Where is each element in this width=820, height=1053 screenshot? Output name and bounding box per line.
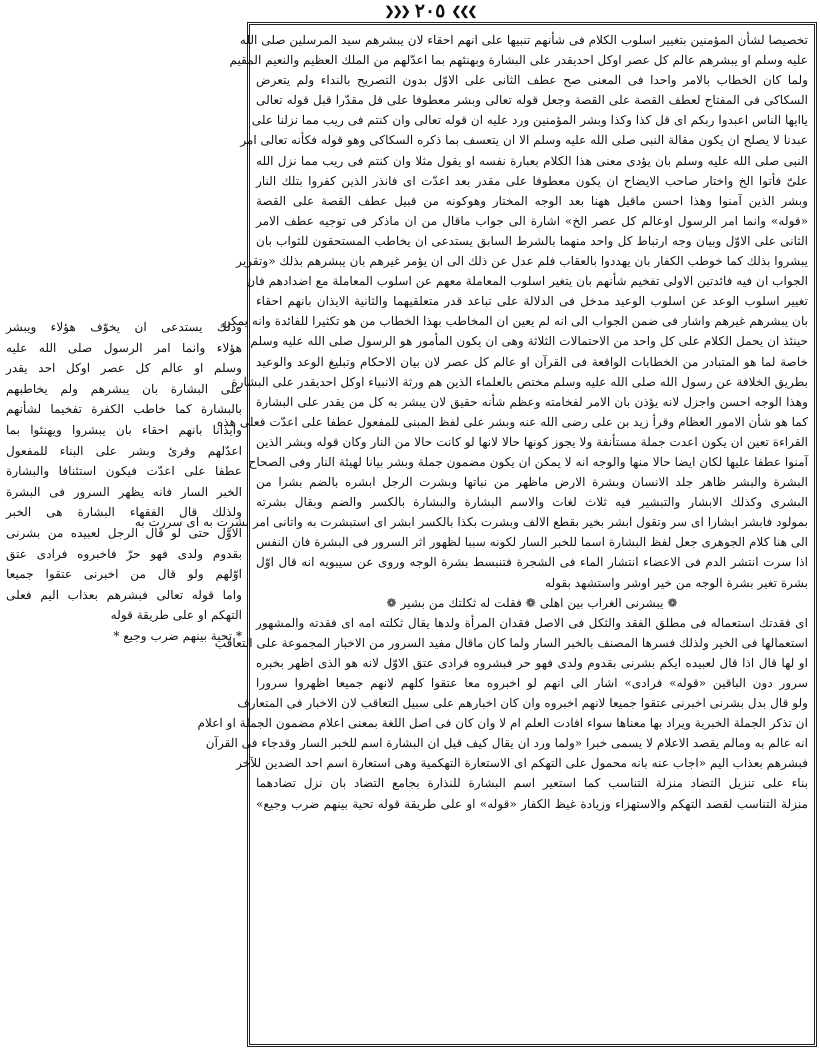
commentary-line: ولما كان الخطاب بالامر واحدا فى المعنى صح عطف الثانى على الاوّل بدون التصريح بالنداء ولم يتعرض bbox=[256, 73, 808, 88]
commentary-line: بناء على تنزيل التضاد منزلة التناسب كما استعير اسم البشارة للنذارة بجامع التضاد بان نزل تضادهما bbox=[256, 776, 808, 791]
margin-text-line: الاوّل حتى لو قال الرجل لعبيده من بشرنى bbox=[6, 525, 242, 540]
commentary-line: استعمالها فى الخير ولذلك فسرها المصنف بالخبر السار ولما كان ماقال مفيد السرور من الاخبار المجموعة على التعاقب bbox=[214, 635, 808, 650]
commentary-line: «قوله» وانما امر الرسول اوعالم كل عصر الخ» اشارة الى جواب ماقال من ان ماذكر فى توجيه عطف الامر bbox=[256, 213, 808, 228]
margin-text-line: وذلك يستدعى ان يخوّف هؤلاء ويبشر bbox=[6, 320, 242, 334]
commentary-line: تغيير اسلوب الوعد عن اسلوب الوعيد مدخل فى الدلالة على تباعد قدر متعلقيهما والثانية الايذان بانهم احقاء bbox=[256, 294, 808, 309]
commentary-line: بشرة تغير بشرة الوجه من خير اوشر واستشهد بقوله bbox=[545, 575, 808, 590]
commentary-line: عليه وسلم او يبشرهم عالم كل عصر اوكل احديقدر على البشارة وبهنئهم بما اعدّلهم من الملك العظيم والنعيم المقيم bbox=[229, 53, 808, 68]
margin-text-line: بالبشارة كما خاطب الكفرة تفخيما لشأنهم bbox=[6, 402, 242, 417]
commentary-line: كما هو شأن الامور العظام وقرأ زيد بن على رضى الله عنه وبشر على لفظ المبنى للمفعول عطفا على اعدّت فعلى هذه bbox=[216, 414, 808, 429]
margin-text-line: اعدّلهم وقرئ وبشر على البناء للمفعول bbox=[6, 443, 242, 458]
commentary-line: عبدنا لا يصلح ان يكون مقالة النبى صلى الله عليه وسلم الا ان يتعسف بما ذكره السكاكى وهو قوله فكأنه تعالى امر bbox=[240, 133, 808, 148]
ornament-right-icon: ❯❯❯ bbox=[451, 4, 476, 18]
commentary-line: خاصة لما هو المتبادر من الخطابات الواقعة فى القرآن او عالم كل عصر لان بيان الاحكام وتبليغ الوعد والوعيد bbox=[256, 354, 808, 369]
commentary-line: منزلة التناسب لقصد التهكم والاستهزاء وزيادة غيظ الكفار «قوله» او على طريقة قوله تحية بينهم ضرب وجيع» bbox=[256, 796, 808, 811]
commentary-line: البشرة والبشر ظاهر جلد الانسان وبشرة الارض ماظهر من نباتها وبشرت الرجل ابشره بالضم بشرا من bbox=[256, 475, 808, 490]
margin-text-column bbox=[6, 317, 242, 647]
commentary-line: ياايها الناس اعبدوا ربكم اى قل كذا وكذا وبشر المؤمنين ورد عليه ان قوله تعالى وان كنتم فى ريب مما نزلنا على bbox=[251, 113, 808, 128]
margin-text-line: التهكم او على طريقة قوله bbox=[110, 608, 242, 623]
commentary-line: بمولود فابشر ابشارا اى سر وتقول ابشر بخير بقطع الالف وبشرت بكذا بالكسر ابشر اى استبشرت به واتانى امر بشرت به اى سررت به bbox=[134, 515, 808, 530]
margin-text-line: عطفا على اعدّت فيكون استئنافا والبشارة bbox=[6, 464, 242, 479]
commentary-line: انه عالم به ومالم يقصد الاعلام لا يسمى خبرا «ولما ورد ان يقال كيف قيل ان البشارة اسم للخبر السار وقدجاء فى القرآن bbox=[205, 736, 808, 751]
commentary-line: الجواب ان فيه فائدتين الاولى تفخيم شأنهم بان يتغير اسلوب المعاملة معهم عن اسلوب المعاملة مع اضدادهم فان bbox=[246, 274, 808, 289]
commentary-line: بطريق الخلافة عن رسول الله صلى الله عليه وسلم مختص بالعلماء الذين هم ورثة الانبياء اوكل احديقدر على البشارة bbox=[231, 374, 808, 389]
commentary-line: آمنوا عطفا عليها لكان ايضا حالا منها والوجه انه لا يمكن ان يكون مضمون جملة وبشر بيانا لهيئة النار وفى الصحاح bbox=[248, 454, 808, 469]
page-number: ٢٠٥ bbox=[414, 0, 446, 22]
commentary-line: حينئذ ان يحمل الكلام على كل واحد من الاحتمالات الثلاثة وهى ان يكون المأمور هو الرسول صلى الله عليه وسلم bbox=[250, 334, 808, 349]
commentary-line: الثانى على الاوّل وبيان وجه ارتباط كل واحد منهما بالشرط السابق يستدعى ان يخاطب المستحقون للثواب بان bbox=[256, 233, 808, 248]
commentary-line: النبى صلى الله عليه وسلم بان يؤدى معنى هذا الكلام بعبارة نفسه او يقول مثلا وان كنتم فى ريب مما نزل الله bbox=[256, 153, 808, 168]
commentary-line: الى هنا كلام الجوهرى جعل لفظ البشارة اسما للخبر السار لكونه سببا لظهور اثر السرور فى البشرة فان النفس bbox=[256, 535, 808, 550]
commentary-line: بان يبشرهم غيرهم واشار فى ضمن الجواب الى انه لم يعين ان المخاطب بهذا الخطاب من هو تكثيرا للفائدة وانه يمكن bbox=[221, 314, 808, 329]
commentary-line: اى فقدتك استعماله فى مطلق الفقد والثكل فى الاصل فقدان المرأة ولدها يقال ثكلته امه اى فقدته والمشهور bbox=[256, 615, 808, 630]
commentary-line: تخصيصا لشأن المؤمنين بتغيير اسلوب الكلام فى شأنهم تنبيها على انهم احقاء لان يبشرهم سيد المرسلين صلى الله bbox=[239, 33, 808, 47]
commentary-line: وهذا الوجه احسن واجزل لانه يؤذن بان الامر لفخامته وعظم شأنه حقيق لان يبشر به كل من يقدر على البشارة bbox=[256, 394, 808, 409]
page-number-header bbox=[330, 0, 530, 22]
commentary-line: فبشرهم بعذاب اليم «اجاب عنه بانه محمول على التهكم اى الاستعارة التهكمية وهى استعارة اسم احد الضدين للآخر bbox=[236, 756, 808, 771]
margin-text-line: على البشارة بان يبشرهم ولم يخاطبهم bbox=[6, 381, 242, 396]
commentary-line: او لها قال اذا قال لعبيده ايكم بشرنى بقدوم ولدى فهو حر فبشروه فرادى عتق الاوّل لانه هو الذى اظهر بخبره bbox=[256, 655, 808, 670]
margin-text-line: * تحية بينهم ضرب وجيع * bbox=[113, 628, 242, 643]
margin-text-line: هؤلاء وانما امر الرسول صلى الله عليه bbox=[6, 340, 242, 355]
ornament-left-icon: ❮❮❮ bbox=[384, 4, 409, 18]
margin-text-line: بقدوم ولدى فهو حرّ فاخبروه فرادى عتق bbox=[6, 546, 242, 561]
commentary-line: اذا سرت انتشر الدم فى الاعضاء انتشار الماء فى الشجرة فتنبسط بشرة الوجه وروى عن سيبويه انه قال اوّل bbox=[256, 555, 808, 570]
margin-text-line: الخبر السار فانه يظهر السرور فى البشرة bbox=[6, 484, 242, 499]
margin-text-line: وسلم او عالم كل عصر اوكل احد يقدر bbox=[6, 361, 242, 376]
margin-text-line: اوّلهم ولو قال من اخبرنى عتقوا جميعا bbox=[6, 567, 242, 582]
commentary-line: ❁ يبشرنى الغراب بين اهلى ❁ فقلت له ثكلتك من بشير ❁ bbox=[386, 595, 678, 610]
commentary-line: سرور دون الباقين «قوله» فرادى» اشار الى انهم لو اخبروه معا عتقوا كلهم لانهم جميعا اظهروا سرورا bbox=[256, 676, 808, 690]
margin-text-line: ولذلك قال الفقهاء البشارة هى الخبر bbox=[6, 505, 242, 520]
commentary-line: ولو قال بدل بشرنى اخبرنى عتقوا جميعا لانهم اخبروه وان كان اخبارهم على سبيل التعاقب لان الاخبار فى المتعارف bbox=[237, 696, 808, 711]
commentary-line: وبشر الذين آمنوا وهذا احسن ماقيل ههنا بعد الوجه المختار وهوكونه من قبيل عطف القصة على القصة bbox=[256, 193, 808, 208]
margin-text-line: وايذانا بانهم احقاء بان يبشروا ويهنئوا بما bbox=[6, 422, 242, 437]
commentary-line: البشرى وكذلك الابشار والتبشير فيه ثلاث لغات والاسم البشارة والبشارة بالكسر والضم وبقال بشرته bbox=[256, 495, 808, 510]
commentary-line: ان تذكر الجملة الخبرية ويراد بها معناها سواء افادت العلم ام لا وان كان فى اصل اللغة بمعنى اعلام مضمون الجملة او اعلام bbox=[197, 716, 808, 731]
margin-text-line: واما قوله تعالى فبشرهم بعذاب اليم فعلى bbox=[6, 587, 242, 602]
commentary-line: القراءة تعين ان يكون اعدت جملة مستأنفة ولا يجوز كونها حالا لانها لو كانت حالا من النار وكان قوله وبشر الذين bbox=[256, 434, 808, 449]
commentary-line: السكاكى فى المفتاح لعطف القصة على القصة وجعل قوله تعالى وبشر معطوفا على قل مقدّرا قبل قوله تعالى bbox=[256, 93, 808, 108]
commentary-line: يبشروا بذلك كما خوطب الكفار بان يهددوا بالعقاب فلم عدل عن ذلك الى ان يؤمر غيرهم بان يبشرهم بذلك «وتقرير bbox=[236, 254, 808, 269]
commentary-line: علىّ فأتوا الخ واختار صاحب الايضاح ان يكون معطوفا على مقدر بعد اعدّت اى فانذر الذين كفروا بتلك النار bbox=[256, 173, 808, 188]
